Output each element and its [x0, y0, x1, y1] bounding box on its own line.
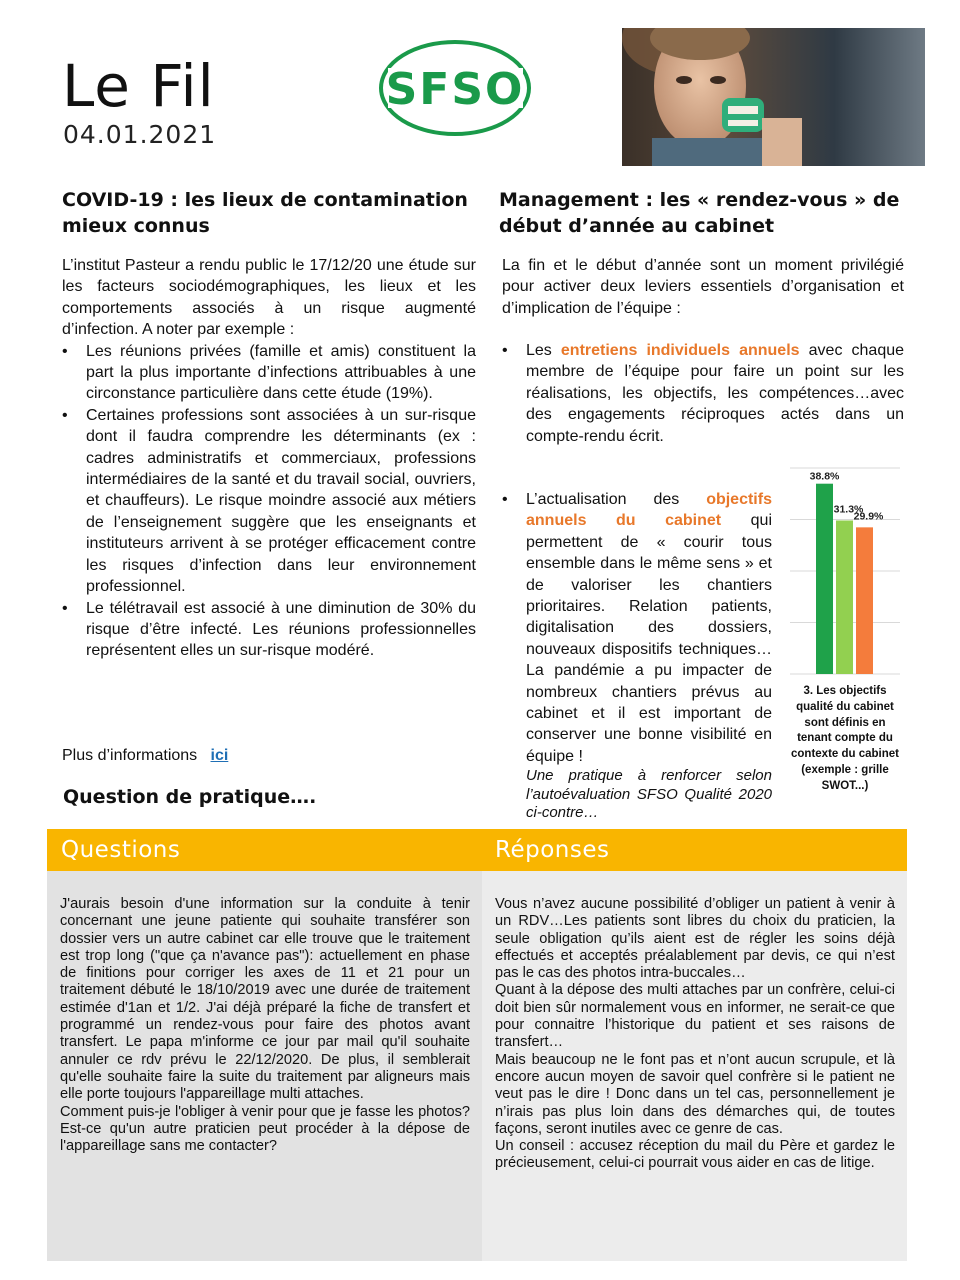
management-bullet-1 [502, 340, 904, 447]
bullet1-pre: Les [526, 342, 552, 359]
covid-article-heading [62, 187, 482, 239]
chart-bar [836, 520, 853, 674]
logo-text: SFSO [385, 64, 525, 115]
management-intro-block [502, 255, 904, 319]
management-article-heading [499, 187, 919, 239]
covid-bullet: • Les réunions privées (famille et amis) constituent la part la plus importante d’infections attribuables à une circonstance particulière dans cette étude (19%). [62, 341, 476, 405]
practice-heading: Question de pratique…. [63, 786, 317, 808]
more-info-line [62, 745, 228, 766]
covid-intro: L’institut Pasteur a rendu public le 17/12/20 une étude sur les facteurs sociodémographiques, les lieux et les comportements associés à un risque augmenté d’infection. A noter par exemple : [62, 257, 476, 339]
newsletter-date: 04.01.2021 [63, 120, 217, 149]
qa-banner [47, 829, 907, 871]
practice-heading-wrap [63, 784, 316, 810]
covid-bullet: • Le télétravail est associé à une diminution de 30% du risque d’être infecté. Les réunions professionnelles représentent elles un sur-risque modéré. [62, 598, 476, 662]
chart-data-label: 29.9% [853, 510, 884, 523]
question-paragraph: Comment puis-je l'obliger à venir pour que je fasse les photos? Est-ce qu'un autre praticien peut procéder à la dépose de l'appareillage sans me contacter? [60, 1103, 470, 1155]
management-bullet [502, 340, 904, 447]
answer-paragraph: Un conseil : accusez réception du mail du Père et gardez le précieusement, celui-ci pourrait vous aider en cas de litige. [495, 1138, 895, 1172]
more-info-text: Plus d’informations [62, 747, 198, 764]
covid-bullet-list [62, 341, 476, 662]
management-bullet [502, 489, 772, 767]
chart-data-label: 38.8% [809, 470, 840, 483]
more-info-link[interactable]: ici [210, 747, 229, 764]
chart-bar [856, 527, 873, 674]
management-note: Une pratique à renforcer selon l’autoévaluation SFSO Qualité 2020 ci-contre… [526, 767, 772, 822]
management-bullet-2 [502, 489, 772, 823]
management-intro: La fin et le début d’année sont un moment privilégié pour activer deux leviers essentiels d’organisation et d’implication de l’équipe : [502, 257, 904, 317]
questions-header: Questions [61, 837, 181, 863]
covid-bullet: • Certaines professions sont associées à un sur-risque dont il faudra comprendre les déterminants (ex : cadres administratifs et commerciaux, professions intermédiaires de la santé et du travail social, ouvriers, et chauffeurs). Le risque moindre associé aux métiers de l’enseignement suggère que les enseignants et instituteurs arrivent à se protéger efficacement contre les risques d’infection dans leur environnement professionnel. [62, 405, 476, 598]
management-heading: Management : les « rendez-vous » de début d’année au cabinet [499, 189, 900, 237]
question-paragraph: J'aurais besoin d'une information sur la conduite à tenir concernant une jeune patiente qui souhaite transférer son dossier vers un autre cabinet car elle trouve que le traitement est trop long ("que ça n'avance pas"): actuellement en phase de finitions pour corriger les axes de 11 et 21 pour un traitement débuté le 18/10/2019 avec une durée de traitement estimée d'1an et 1/2. J'ai déjà préparé la fiche de transfert et programmé un rendez-vous pour faire des photos avant transfert. Le papa m'informe ce jour par mail qu'il souhaite annuler ce rdv prévu le 22/12/2020. De plus, il semblerait qu'elle souhaite faire la suite du traitement par aligneurs mais elle porte toujours l'appareillage multi attaches. [60, 896, 470, 1103]
bullet1-post: avec chaque membre de l’équipe pour faire un point sur les réalisations, les objectifs, les compétences…avec des engagements réciproques actés dans un compte-rendu écrit. [526, 342, 905, 445]
chart-caption: 3. Les objectifs qualité du cabinet sont définis en tenant compte du contexte du cabinet (exemple : grille SWOT...) [791, 685, 899, 792]
sfso-logo [378, 38, 533, 138]
answer-paragraph: Quant à la dépose des multi attaches par un confrère, celui-ci doit bien sûr normalement vous en informer, ne serait-ce que pour connaitre l’historique du patient et ses raisons de transfert… [495, 982, 895, 1051]
bullet2-pre: L’actualisation des [526, 491, 680, 508]
answers-panel [482, 871, 907, 1261]
bullet1-highlight: entretiens individuels annuels [560, 342, 800, 359]
answer-paragraph: Vous n’avez aucune possibilité d’obliger un patient à venir à un RDV…Les patients sont libres du choix du praticien, la seule obligation qu’ils aient est de régler les soins déjà effectués et acceptés préalablement par devis, ce qui n’est pas le cas des photos intra-buccales… [495, 896, 895, 982]
covid-article-body [62, 255, 476, 662]
answers-header: Réponses [495, 837, 610, 863]
chart-bar [816, 484, 833, 674]
bullet2-highlight: objectifs annuels du cabinet [526, 491, 772, 530]
bullet2-post: qui permettent de « courir tous ensemble dans le même sens » et de valoriser les chantiers prioritaires. Relation patients, digitalisation des dossiers, nouveaux dispositifs techniques… La pandémie a pu impacter de nombreux chantiers prévus au cabinet et il est important de conserver une bonne visibilité en équipe ! [526, 512, 772, 765]
self-assessment-chart [790, 452, 910, 812]
questions-panel [47, 871, 482, 1261]
covid-heading: COVID-19 : les lieux de contamination mieux connus [62, 189, 468, 237]
newsletter-title: Le Fil [62, 52, 215, 120]
chart-data-label: 31.3% [833, 503, 864, 516]
answer-paragraph: Mais beaucoup ne le font pas et n’ont aucun scrupule, et là encore aucun moyen de savoir quel confrère si le patient ne veut pas le dire ! Donc dans un tel cas, personnellement je n’irais pas plus loin dans des démarches qui, de toutes façons, seront inutiles avec ce genre de cas. [495, 1051, 895, 1137]
header-photo [622, 28, 925, 166]
